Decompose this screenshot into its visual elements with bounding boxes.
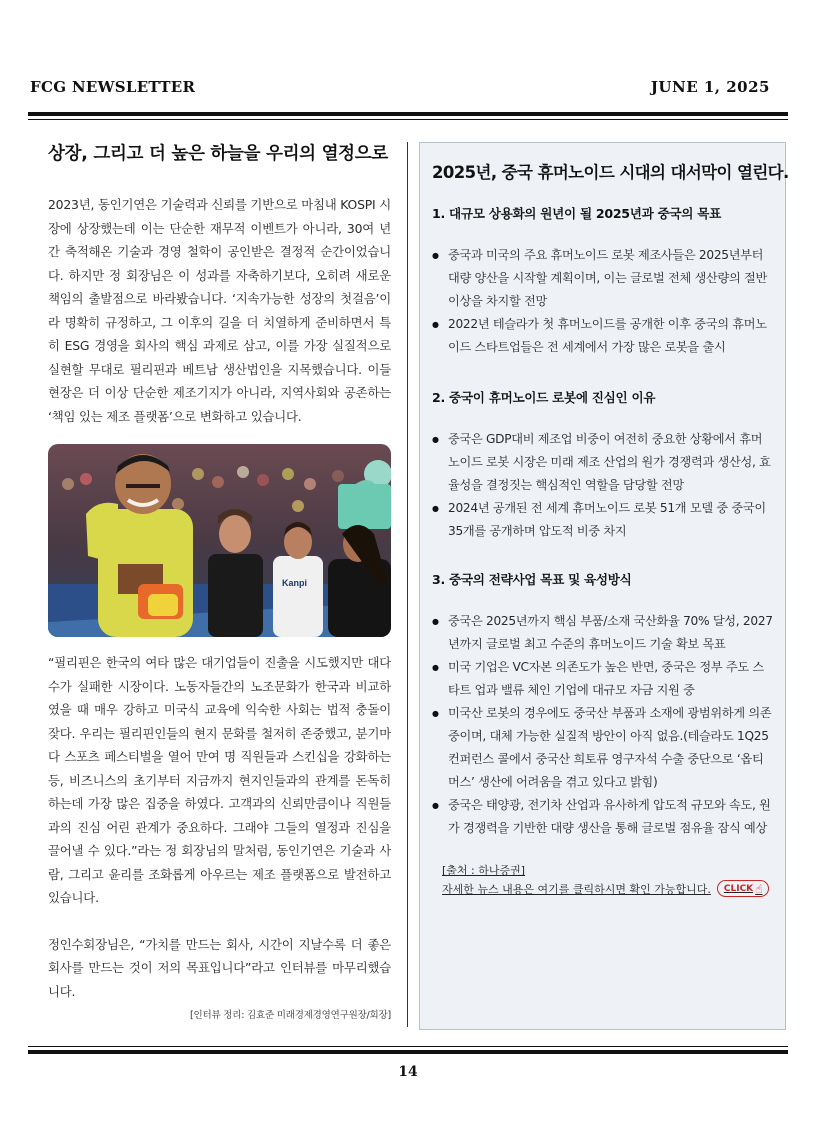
- click-label: CLICK: [723, 883, 754, 894]
- footer-rule-thin: [28, 1046, 788, 1047]
- sidebar-title: 2025년, 중국 휴머노이드 시대의 대서막이 열린다.: [432, 163, 789, 182]
- list-item: ● 중국과 미국의 주요 휴머노이드 로봇 제조사들은 2025년부터 대량 양산을 시작할 계획이며, 이는 글로벌 전체 생산량의 절반 이상을 차지할 전망: [432, 244, 773, 313]
- section-bullets: [432, 244, 773, 359]
- section-heading: 3. 중국의 전략사업 목표 및 육성방식: [432, 572, 632, 587]
- column-divider: [407, 142, 408, 1027]
- article-title: 상장, 그리고 더 높은 하늘을 우리의 열정으로: [48, 144, 388, 164]
- list-item: ● 2022년 테슬라가 첫 휴머노이드를 공개한 이후 중국의 휴머노이드 스타트업들은 전 세계에서 가장 많은 로봇을 출시: [432, 313, 773, 359]
- more-news-link[interactable]: [442, 880, 773, 897]
- news-sidebar: [419, 142, 789, 1030]
- list-item: ● 중국은 태양광, 전기차 산업과 유사하게 압도적 규모와 속도, 원가 경쟁력을 기반한 대량 생산을 통해 글로벌 점유율 잠식 예상: [432, 794, 773, 840]
- jersey-text: Kanpi: [282, 578, 308, 588]
- interview-credit: [인터뷰 정리: 김효준 미래경제경영연구원장/회장]: [189, 1010, 391, 1021]
- article-paragraph-3: 정인수회장님은, “가치를 만드는 회사, 시간이 지날수록 더 좋은 회사를 만드는 것이 저의 목표입니다”라고 인터뷰를 마무리했습니다.: [48, 936, 391, 999]
- header-rule-thick: [28, 112, 788, 116]
- section-heading: 1. 대규모 상용화의 원년이 될 2025년과 중국의 목표: [432, 206, 721, 221]
- page-number: 14: [398, 1064, 418, 1080]
- article-paragraph-2: “필리핀은 한국의 여타 많은 대기업들이 진출을 시도했지만 대다수가 실패한 시장이다. 노동자들간의 노조문화가 한국과 비교하였을 때 매우 강하고 미국식 교육에 익숙한 사회는 법적 충돌이 잦다. 우리는 필리핀인들의 현지 문화를 철저히 존중했고, 분기마다 스포츠 페스티벌을 열어 만여 명 직원들과 스킨십을 강화하는 등, 비즈니스의 초기부터 지금까지 현지인들과의 관계를 돈독히 하는데 가장 많은 집중을 하였다. 고객과의 신뢰만큼이나 직원들과의 진심 어린 관계가 중요하다. 그래야 그들의 열정과 진심을 끌어낼 수 있다.”라는 정 회장님의 말처럼, 동인기연은 기술과 사람, 그리고 윤리를 조화롭게 아우르는 제조 플랫폼으로 발전하고 있습니다.: [48, 655, 391, 905]
- news-source: [출처 : 하나증권]: [442, 864, 526, 877]
- section-bullets: [432, 428, 773, 543]
- section-heading: 2. 중국이 휴머노이드 로봇에 진심인 이유: [432, 390, 656, 405]
- list-item: ● 미국산 로봇의 경우에도 중국산 부품과 소재에 광범위하게 의존 중이며, 대체 가능한 실질적 방안이 아직 없음.(테슬라도 1Q25컨퍼런스 콜에서 중국산 희토류 영구자석 수출 중단으로 ‘옵티머스’ 생산에 어려움을 겪고 있다고 밝힘): [432, 702, 773, 794]
- header-rule-thin: [28, 119, 788, 120]
- newsletter-title: FCG NEWSLETTER: [30, 78, 196, 96]
- pointing-hand-icon: ☝: [755, 881, 763, 896]
- list-item: ● 중국은 GDP대비 제조업 비중이 여전히 중요한 상황에서 휴머노이드 로봇 시장은 미래 제조 산업의 원가 경쟁력과 생산성, 효율성을 결정짓는 핵심적인 역할을 담당할 전망: [432, 428, 773, 497]
- footer-rule-thick: [28, 1050, 788, 1054]
- masthead: [30, 78, 770, 98]
- list-item: ● 중국은 2025년까지 핵심 부품/소재 국산화율 70% 달성, 2027년까지 글로벌 최고 수준의 휴머노이드 기술 확보 목표: [432, 610, 773, 656]
- issue-date: JUNE 1, 2025: [650, 78, 770, 96]
- list-item: ● 2024년 공개된 전 세계 휴머노이드 로봇 51개 모델 중 중국이 35개를 공개하며 압도적 비중 차지: [432, 497, 773, 543]
- article-paragraph-1: 2023년, 동인기연은 기술력과 신뢰를 기반으로 마침내 KOSPI 시장에 상장했는데 이는 단순한 재무적 이벤트가 아니라, 30여 년간 축적해온 기술과 경영 철학이 공인받은 결정적 순간이었습니다. 하지만 정 회장님은 이 성과를 자축하기보다, 오히려 새로운 책임의 출발점으로 바라봤습니다. ‘지속가능한 성장의 첫걸음’이라 명확히 규정하고, 그 이후의 길을 더 치열하게 준비하면서 특히 ESG 경영을 회사의 핵심 과제로 삼고, 이를 가장 실질적으로 실현할 무대로 필리핀과 베트남 생산법인을 지목했습니다. 이들 현장은 더 이상 단순한 제조기지가 아니라, 지역사회와 공존하는 ‘책임 있는 제조 플랫폼’으로 변화하고 있습니다.: [48, 197, 391, 424]
- section-bullets: [432, 610, 773, 840]
- main-article: [48, 140, 391, 1021]
- click-button[interactable]: [717, 880, 770, 897]
- sports-festival-photo: [48, 444, 391, 637]
- list-item: ● 미국 기업은 VC자본 의존도가 높은 반면, 중국은 정부 주도 스타트 업과 밸류 체인 기업에 대규모 자금 지원 중: [432, 656, 773, 702]
- event-photo: [48, 444, 391, 637]
- more-news-link-text[interactable]: 자세한 뉴스 내용은 여기를 클릭하시면 확인 가능합니다.: [442, 882, 711, 896]
